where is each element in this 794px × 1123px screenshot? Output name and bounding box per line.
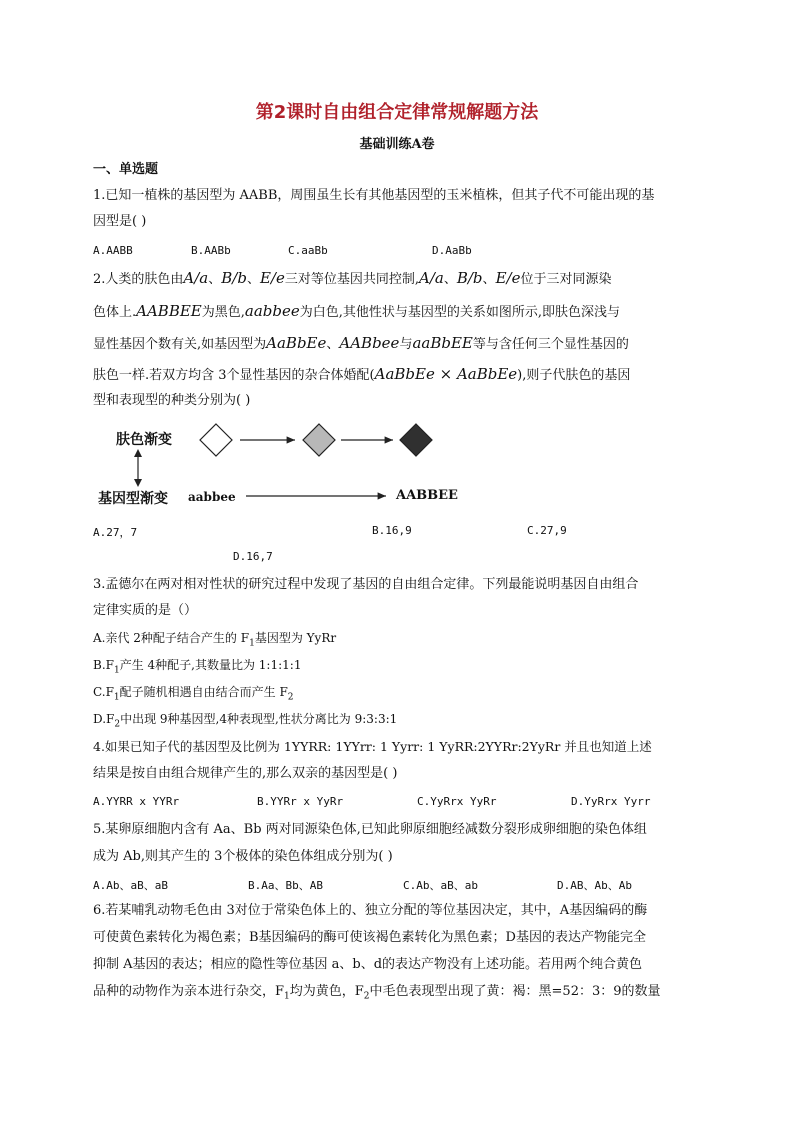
q2-math: E/e [495,269,521,287]
q3-sub: 1 [113,665,120,676]
q2-option-b: B.16,9 [372,524,412,537]
q2-option-d: D.16,7 [233,550,273,563]
q5-option-d: D.AB、Ab、Ab [557,879,632,892]
q5-text-line1: 5.某卵原细胞内含有 Aa、Bb 两对同源染色体,已知此卵原细胞经减数分裂形成卵细胞的染色体组 [93,822,647,837]
q6-text: 品种的动物作为亲本进行杂交，F [93,984,285,999]
q1-option-d: D.AaBb [432,244,472,257]
diagram-right-genotype: AABBEE [396,488,458,503]
arrow-head-down [134,479,142,487]
q3-text-line1: 3.孟德尔在两对相对性状的研究过程中发现了基因的自由组合定律。下列最能说明基因自由组合 [93,577,639,592]
diagram-left-genotype: aabbee [188,490,236,504]
q3-text: C.F [93,685,114,699]
q3-sub: 2 [287,692,294,703]
diagram-label-genotype: 基因型渐变 [98,491,168,507]
q4-option-b: B.YYRr x YyRr [257,795,344,808]
q1-text-line2: 因型是( ) [93,214,147,229]
q4-option-d: D.YyRrx Yyrr [571,795,651,808]
diamond-white [200,424,232,456]
q2-text: 2.人类的肤色由 [93,272,184,287]
q3-text-line2: 定律实质的是（） [93,603,198,618]
q3-sub: 1 [113,692,120,703]
q2-text: 、 [326,337,340,352]
q2-text: 色体上. [93,305,137,320]
diamond-black [400,424,432,456]
q6-text-line4 [93,984,661,1005]
q6-text: 均为黄色，F [289,984,364,999]
q2-text-line5: 型和表现型的种类分别为( ) [93,393,251,408]
q2-text: 位于三对同源染 [520,272,612,287]
q1-option-b: B.AABb [191,244,231,257]
q2-text: 为白色,其他性状与基因型的关系如图所示,即肤色深浅与 [299,305,621,320]
q2-math: aaBbEE [412,334,473,352]
q3-text: 配子随机相遇自由结合而产生 F [119,685,288,699]
q1-text-line1: 1.已知一植株的基因型为 AABB，周围虽生长有其他基因型的玉米植株，但其子代不可能出现的基 [93,188,655,203]
q6-text-line2: 可使黄色素转化为褐色素；B基因编码的酶可使该褐色素转化为黑色素；D基因的表达产物能完全 [93,930,646,945]
q4-option-a: A.YYRR x YYRr [93,795,180,808]
q1-option-a: A.AABB [93,244,133,257]
q2-text: 、 [443,272,457,287]
q2-math: AaBbEe × AaBbEe [374,365,518,383]
q2-text: 、 [482,272,496,287]
section-heading: 一、单选题 [93,162,159,177]
q2-text: 、 [208,272,222,287]
q3-text: D.F [93,712,115,726]
q6-sub: 1 [284,991,290,1002]
q3-option-d [93,711,397,732]
q3-option-c [93,684,294,705]
q3-option-b [93,657,301,678]
q3-option-a [93,630,336,651]
q2-text: 等与含任何三个显性基因的 [472,337,629,352]
q1-option-c: C.aaBb [288,244,328,257]
q2-text: 、 [246,272,260,287]
q5-option-c: C.Ab、aB、ab [403,879,478,892]
q3-text: 基因型为 YyRr [254,631,337,645]
q3-sub: 2 [114,719,121,730]
diamond-gray [303,424,335,456]
q2-math: aabbee [244,302,300,320]
q2-math: B/b [456,269,483,287]
q2-text: 与 [399,337,413,352]
q2-math: B/b [221,269,247,287]
q2-text: 显性基因个数有关,如基因型为 [93,337,267,352]
q2-math: A/a [183,269,209,287]
q2-math: AABBEE [136,302,202,320]
q2-math: A/a [419,269,444,287]
q6-text-line1: 6.若某哺乳动物毛色由 3对位于常染色体上的、独立分配的等位基因决定，其中，A基因编码的酶 [93,903,648,918]
q4-text-line1: 4.如果已知子代的基因型及比例为 1YYRR: 1YYrr: 1 Yyrr: 1 YyRR:2YYRr:2YyRr 并且也知道上述 [93,739,652,754]
q2-text: 为黑色, [201,305,245,320]
diagram-label-color: 肤色渐变 [116,432,172,448]
page-subtitle: 基础训练A卷 [359,137,435,152]
q4-text-line2: 结果是按自由组合规律产生的,那么双亲的基因型是( ) [93,766,398,781]
q6-text-line3: 抑制 A基因的表达；相应的隐性等位基因 a、b、d的表达产物没有上述功能。若用两个纯合黄色 [93,957,643,972]
page-title: 第2课时自由组合定律常规解题方法 [255,102,539,123]
q3-text: 中出现 9种基因型,4种表现型,性状分离比为 9:3:3:1 [120,712,398,726]
q6-sub: 2 [363,991,370,1002]
q2-text: ),则子代肤色的基因 [517,368,631,383]
q5-option-a: A.Ab、aB、aB [93,879,168,892]
q2-option-a: A.27，7 [93,526,138,539]
q2-math: AABbee [339,334,400,352]
q2-text: 肤色一样.若双方均含 3个显性基因的杂合体婚配( [93,368,375,383]
q3-text: 产生 4种配子,其数量比为 1:1:1:1 [119,658,302,672]
q2-math: E/e [259,269,285,287]
q3-sub: 1 [249,638,255,649]
q2-text: 三对等位基因共同控制, [284,272,419,287]
arrow-head-up [134,449,142,457]
q4-option-c: C.YyRrx YyRr [417,795,497,808]
q6-text: 中毛色表现型出现了黄：褐：黑=52：3：9的数量 [369,984,661,999]
q2-option-c: C.27,9 [527,524,567,537]
q2-math: AaBbEe [266,334,327,352]
q5-text-line2: 成为 Ab,则其产生的 3个极体的染色体组成分别为( ) [93,849,393,864]
q3-text: B.F [93,658,114,672]
q5-option-b: B.Aa、Bb、AB [248,879,323,892]
q3-text: A.亲代 2种配子结合产生的 F [93,631,250,645]
